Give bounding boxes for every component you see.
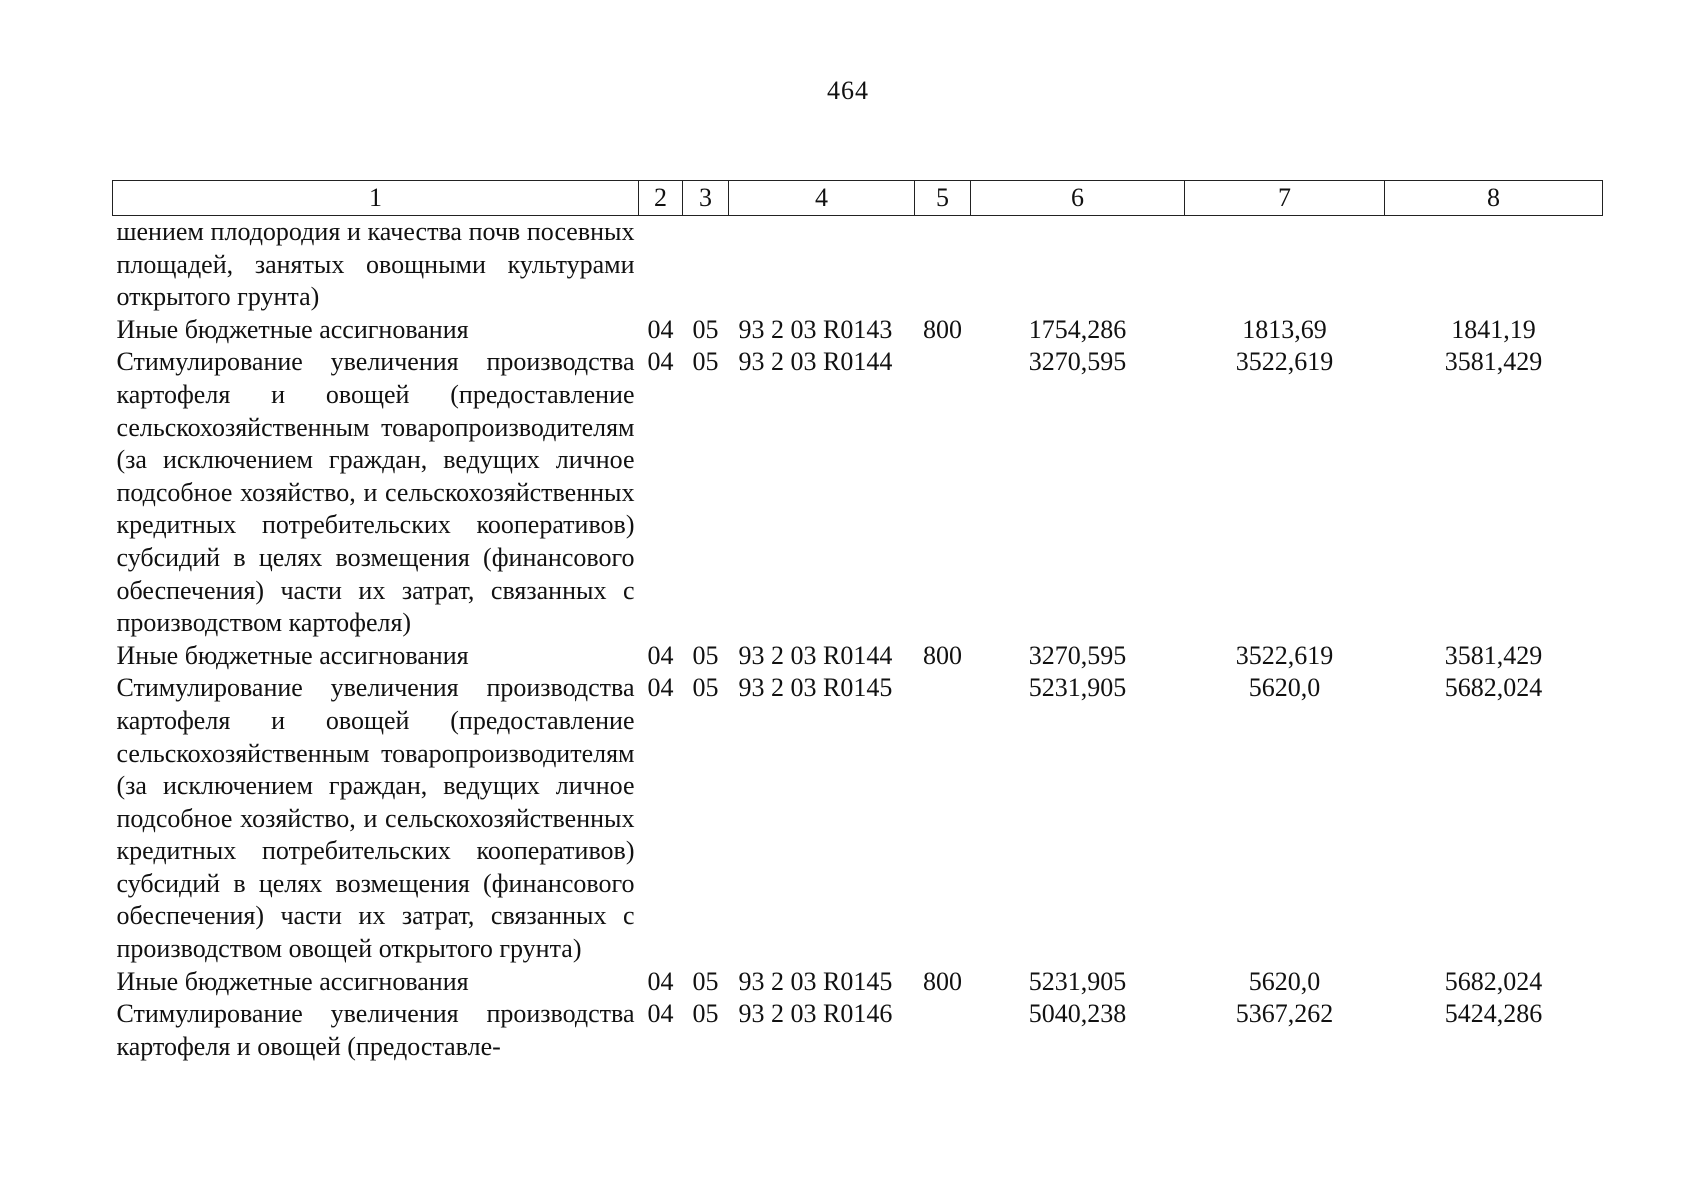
header-col-2: 2	[639, 181, 683, 216]
row-value-col8: 5682,024	[1444, 673, 1543, 703]
header-row	[113, 181, 1603, 216]
row-section: 04	[647, 347, 674, 377]
table-row	[113, 314, 1603, 347]
row-description: Иные бюджетные ассигнования	[116, 640, 469, 670]
page-number: 464	[827, 76, 869, 105]
table-row	[113, 640, 1603, 673]
row-value-col6: 5040,238	[1028, 999, 1127, 1029]
row-description: Иные бюджетные ассигнования	[116, 314, 469, 344]
row-description: Стимулирование увеличения производства картофеля и овощей (предоставление сельскохозяйственным товаропроизводителям (за исключением граждан, ведущих личное подсобное хозяйство, и сельскохозяйственных кредитных потребительских кооперативов) субсидий в целях возмещения (финансового обеспечения) части их затрат, связанных с производством овощей открытого грунта)	[116, 673, 635, 964]
table-row	[113, 346, 1603, 639]
row-expense-type	[915, 998, 971, 1063]
row-value-col7: 3522,619	[1235, 640, 1334, 670]
table-row	[113, 966, 1603, 999]
row-section: 04	[647, 673, 674, 703]
row-target-code: 93 2 03 R0145	[738, 966, 893, 996]
row-expense-type: 800	[923, 640, 962, 670]
row-section	[639, 216, 683, 314]
row-expense-type	[915, 672, 971, 965]
row-target-code: 93 2 03 R0146	[738, 999, 893, 1029]
row-value-col7: 5620,0	[1248, 966, 1321, 996]
row-subsection: 05	[692, 966, 719, 996]
row-value-col6	[971, 216, 1185, 314]
row-value-col7: 5367,262	[1235, 999, 1334, 1029]
row-target-code: 93 2 03 R0144	[738, 640, 893, 670]
row-description: Иные бюджетные ассигнования	[116, 966, 469, 996]
header-col-3: 3	[683, 181, 729, 216]
budget-table	[112, 180, 1603, 1063]
row-expense-type	[915, 346, 971, 639]
row-value-col8: 3581,429	[1444, 640, 1543, 670]
row-subsection: 05	[692, 640, 719, 670]
table-row	[113, 998, 1603, 1063]
header-col-4: 4	[729, 181, 915, 216]
row-description: шением плодородия и качества почв посевных площадей, занятых овощными культурами открытого грунта)	[116, 217, 635, 312]
row-value-col6: 3270,595	[1028, 347, 1127, 377]
row-value-col6: 5231,905	[1028, 966, 1127, 996]
header-col-6: 6	[971, 181, 1185, 216]
row-target-code: 93 2 03 R0144	[738, 347, 893, 377]
row-value-col8: 3581,429	[1444, 347, 1543, 377]
row-subsection: 05	[692, 999, 719, 1029]
row-value-col7: 3522,619	[1235, 347, 1334, 377]
row-subsection: 05	[692, 314, 719, 344]
table-row	[113, 672, 1603, 965]
row-subsection: 05	[692, 347, 719, 377]
row-value-col7: 1813,69	[1242, 314, 1327, 344]
row-value-col7	[1185, 216, 1385, 314]
row-value-col8	[1385, 216, 1603, 314]
row-value-col8: 5682,024	[1444, 966, 1543, 996]
table-header	[113, 181, 1603, 216]
row-value-col8: 1841,19	[1451, 314, 1536, 344]
row-section: 04	[647, 640, 674, 670]
row-subsection: 05	[692, 673, 719, 703]
header-col-7: 7	[1185, 181, 1385, 216]
row-section: 04	[647, 966, 674, 996]
row-description: Стимулирование увеличения производства картофеля и овощей (предоставле-	[116, 999, 635, 1061]
row-section: 04	[647, 999, 674, 1029]
row-expense-type	[915, 216, 971, 314]
table-body	[113, 216, 1603, 1064]
row-value-col6: 3270,595	[1028, 640, 1127, 670]
row-target-code: 93 2 03 R0145	[738, 673, 893, 703]
row-target-code: 93 2 03 R0143	[738, 314, 893, 344]
row-expense-type: 800	[923, 314, 962, 344]
row-target-code	[729, 216, 915, 314]
row-value-col7: 5620,0	[1248, 673, 1321, 703]
table-row	[113, 216, 1603, 314]
row-value-col6: 5231,905	[1028, 673, 1127, 703]
row-section: 04	[647, 314, 674, 344]
header-col-1: 1	[113, 181, 639, 216]
row-description: Стимулирование увеличения производства картофеля и овощей (предоставление сельскохозяйственным товаропроизводителям (за исключением граждан, ведущих личное подсобное хозяйство, и сельскохозяйственных кредитных потребительских кооперативов) субсидий в целях возмещения (финансового обеспечения) части их затрат, связанных с производством картофеля)	[116, 347, 635, 638]
header-col-8: 8	[1385, 181, 1603, 216]
row-expense-type: 800	[923, 966, 962, 996]
row-value-col6: 1754,286	[1028, 314, 1127, 344]
row-value-col8: 5424,286	[1444, 999, 1543, 1029]
header-col-5: 5	[915, 181, 971, 216]
row-subsection	[683, 216, 729, 314]
